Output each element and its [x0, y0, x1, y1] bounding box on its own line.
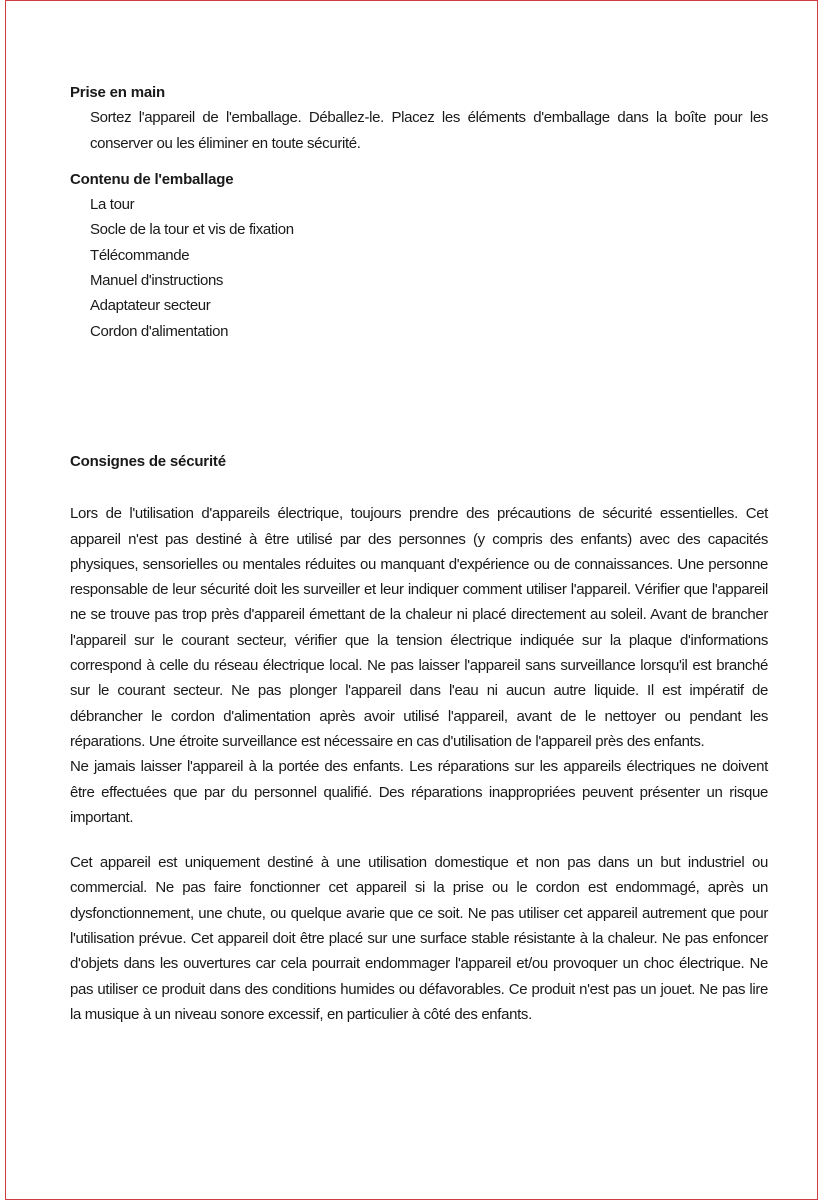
- document-content: [70, 80, 768, 1027]
- prise-en-main-text: Sortez l'appareil de l'emballage. Déballez-le. Placez les éléments d'emballage dans la boîte pour les conserver ou les éliminer en toute sécurité.: [90, 109, 768, 152]
- safety-paragraph: Lors de l'utilisation d'appareils électrique, toujours prendre des précautions de sécurité essentielles. Cet appareil n'est pas destiné à être utilisé par des personnes (y compris des enfants) avec des capacités physiques, sensorielles ou mentales réduites ou manquant d'expérience ou de connaissances. Une personne responsable de leur sécurité doit les surveiller et leur indiquer comment utiliser l'appareil. Vérifier que l'appareil ne se trouve pas trop près d'appareil émettant de la chaleur ni placé directement au soleil. Avant de brancher l'appareil sur le courant secteur, vérifier que la tension électrique indiquée sur la plaque d'informations correspond à celle du réseau électrique local. Ne pas laisser l'appareil sans surveillance lorsqu'il est branché sur le courant secteur. Ne pas plonger l'appareil dans l'eau ni aucun autre liquide. Il est impératif de débrancher le cordon d'alimentation après avoir utilisé l'appareil, avant de le nettoyer ou pendant les réparations. Une étroite surveillance est nécessaire en cas d'utilisation de l'appareil près des enfants.: [70, 505, 768, 750]
- safety-paragraph: Ne jamais laisser l'appareil à la portée des enfants. Les réparations sur les appareils électriques ne doivent être effectuées que par du personnel qualifié. Des réparations inappropriées peuvent présenter un risque important.: [70, 758, 768, 826]
- list-item: La tour: [90, 196, 135, 214]
- section-title-prise-en-main: Prise en main: [70, 84, 165, 101]
- list-item: Cordon d'alimentation: [90, 322, 229, 340]
- contents-list: [70, 192, 768, 344]
- section-title-consignes: Consignes de sécurité: [70, 452, 226, 470]
- safety-paragraph: Cet appareil est uniquement destiné à une utilisation domestique et non pas dans un but industriel ou commercial. Ne pas faire fonctionner cet appareil si la prise ou le cordon est endommagé, après un dysfonctionnement, une chute, ou quelque avarie que ce soit. Ne pas utiliser cet appareil autrement que pour l'utilisation prévue. Cet appareil doit être placé sur une surface stable résistante à la chaleur. Ne pas enfoncer d'objets dans les ouvertures car cela pourrait endommager l'appareil et/ou provoquer un choc électrique. Ne pas utiliser ce produit dans des conditions humides ou défavorables. Ce produit n'est pas un jouet. Ne pas lire la musique à un niveau sonore excessif, en particulier à côté des enfants.: [70, 854, 768, 1023]
- section-title-contenu: Contenu de l'emballage: [70, 170, 234, 188]
- list-item: Socle de la tour et vis de fixation: [90, 221, 294, 239]
- list-item: Manuel d'instructions: [90, 272, 224, 290]
- list-item: Télécommande: [90, 246, 190, 264]
- list-item: Adaptateur secteur: [90, 297, 211, 315]
